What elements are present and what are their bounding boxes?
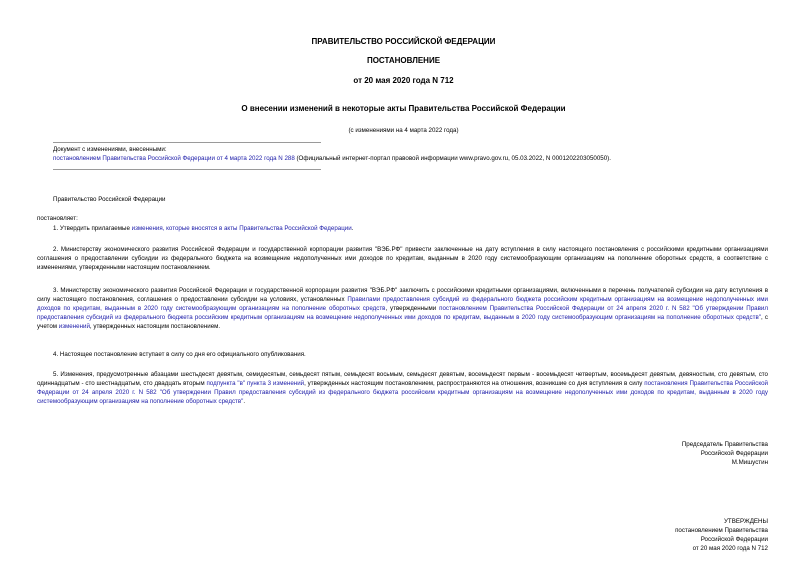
paragraph-5-text: 5. Изменения, предусмотренные абзацами шестьдесят девятым, семидесятым, семьдесят пятым, семьдесят восьмым, семьдесят девятым, восемьдесят первым - восемьдесят четвертым, восемьдесят девятым, девяностым, сто девятым, сто одиннадцатым - сто шестнадцатым, сто двадцать вторым	[37, 371, 768, 388]
paragraph-3-text-3: , с учетом	[37, 314, 768, 331]
amendments-link[interactable]: изменений	[58, 323, 90, 331]
paragraph-3-text-2: , утвержденными	[385, 305, 440, 313]
paragraph-5-end: .	[243, 398, 246, 406]
paragraph-1	[53, 224, 353, 233]
document-date-number: от 20 мая 2020 года N 712	[353, 76, 454, 85]
paragraph-3	[37, 286, 768, 331]
paragraph-3-text-4: , утвержденных настоящим постановлением.	[89, 323, 221, 331]
approved-date: от 20 мая 2020 года N 712	[692, 545, 768, 553]
resolution-582-link[interactable]: постановлением Правительства Российской Федерации от 24 апреля 2020 г. N 582 "Об утверждении Правил предоставления субсидий из федерального бюджета российским кредитным организациям на возмещение недополученных ими доходов по кредитам, выданным в 2020 году системообразующим организациям на пополнение оборотных средств"	[37, 305, 768, 322]
revision-note: (с изменениями на 4 марта 2022 года)	[348, 127, 459, 134]
approved-country: Российской Федерации	[700, 536, 768, 544]
bottom-divider	[53, 169, 321, 170]
top-divider	[53, 142, 321, 143]
subsidy-rules-link[interactable]: Правилами предоставления субсидий из федерального бюджета российским кредитным организациям на возмещение недополученных ими доходов по кредитам, выданным в 2020 году системообразующим организациям на пополнение оборотных средств	[37, 296, 768, 313]
government-heading: ПРАВИТЕЛЬСТВО РОССИЙСКОЙ ФЕДЕРАЦИИ	[311, 37, 496, 46]
document-type: ПОСТАНОВЛЕНИЕ	[366, 56, 441, 65]
intro-text: Правительство Российской Федерации	[53, 196, 166, 203]
paragraph-2: 2. Министерству экономического развития Российской Федерации и государственной корпорации развития "ВЭБ.РФ" привести заключенные на дату вступления в силу настоящего постановления с российскими кредитными организациями соглашения о предоставлении субсидии из федерального бюджета на возмещение недополученных ими доходов по кредитам, выданным в 2020 году системообразующим организациям на пополнение оборотных средств, в соответствие с изменениями, утвержденными настоящим постановлением.	[37, 246, 768, 272]
publication-note: (Официальный интернет-портал правовой информации www.pravo.gov.ru, 05.03.2022, N 0001202203050050).	[294, 155, 611, 162]
approved-by: постановлением Правительства	[675, 527, 768, 535]
paragraph-5	[37, 370, 768, 406]
resolves-text: постановляет:	[37, 215, 78, 222]
paragraph-3-text: 3. Министерству экономического развития Российской Федерации и государственной корпорации развития "ВЭБ.РФ" заключить с российскими кредитными организациями, включенными в перечень получателей субсидии на дату вступления в силу настоящего постановления, соглашения о предоставлении субсидии на условиях, установленных	[37, 287, 768, 304]
paragraph-1-end: .	[351, 225, 354, 232]
paragraph-4: 4. Настоящее постановление вступает в силу со дня его официального опубликования.	[53, 351, 306, 358]
signature-title: Председатель Правительства	[681, 441, 768, 448]
resolution-582-link-2[interactable]: постановления Правительства Российской Федерации от 24 апреля 2020 г. N 582 "Об утверждении Правил предоставления субсидий из федерального бюджета российским кредитным организациям на возмещение недополученных ими доходов по кредитам, выданным в 2020 году системообразующим организациям на пополнение оборотных средств"	[37, 380, 768, 406]
amending-act-link[interactable]: постановлением Правительства Российской Федерации от 4 марта 2022 года N 288	[53, 155, 295, 162]
paragraph-1-text: 1. Утвердить прилагаемые	[53, 225, 132, 232]
signature-country: Российской Федерации	[700, 450, 768, 458]
signature-block	[568, 440, 768, 467]
approval-block	[568, 517, 768, 553]
changes-link[interactable]: изменения, которые вносятся в акты Правительства Российской Федерации	[131, 225, 352, 232]
amendment-label: Документ с изменениями, внесенными:	[53, 146, 167, 153]
document-title: О внесении изменений в некоторые акты Правительства Российской Федерации	[241, 104, 566, 113]
subparagraph-link[interactable]: подпункта "в" пункта 3 изменений	[206, 380, 305, 388]
approved-label: УТВЕРЖДЕНЫ	[724, 518, 768, 525]
amendment-line	[53, 154, 611, 163]
paragraph-5-text-2: , утвержденных настоящим постановлением, распространяются на отношения, возникшие со дня вступления в силу	[304, 380, 645, 388]
signatory-name: М.Мишустин	[731, 459, 768, 467]
